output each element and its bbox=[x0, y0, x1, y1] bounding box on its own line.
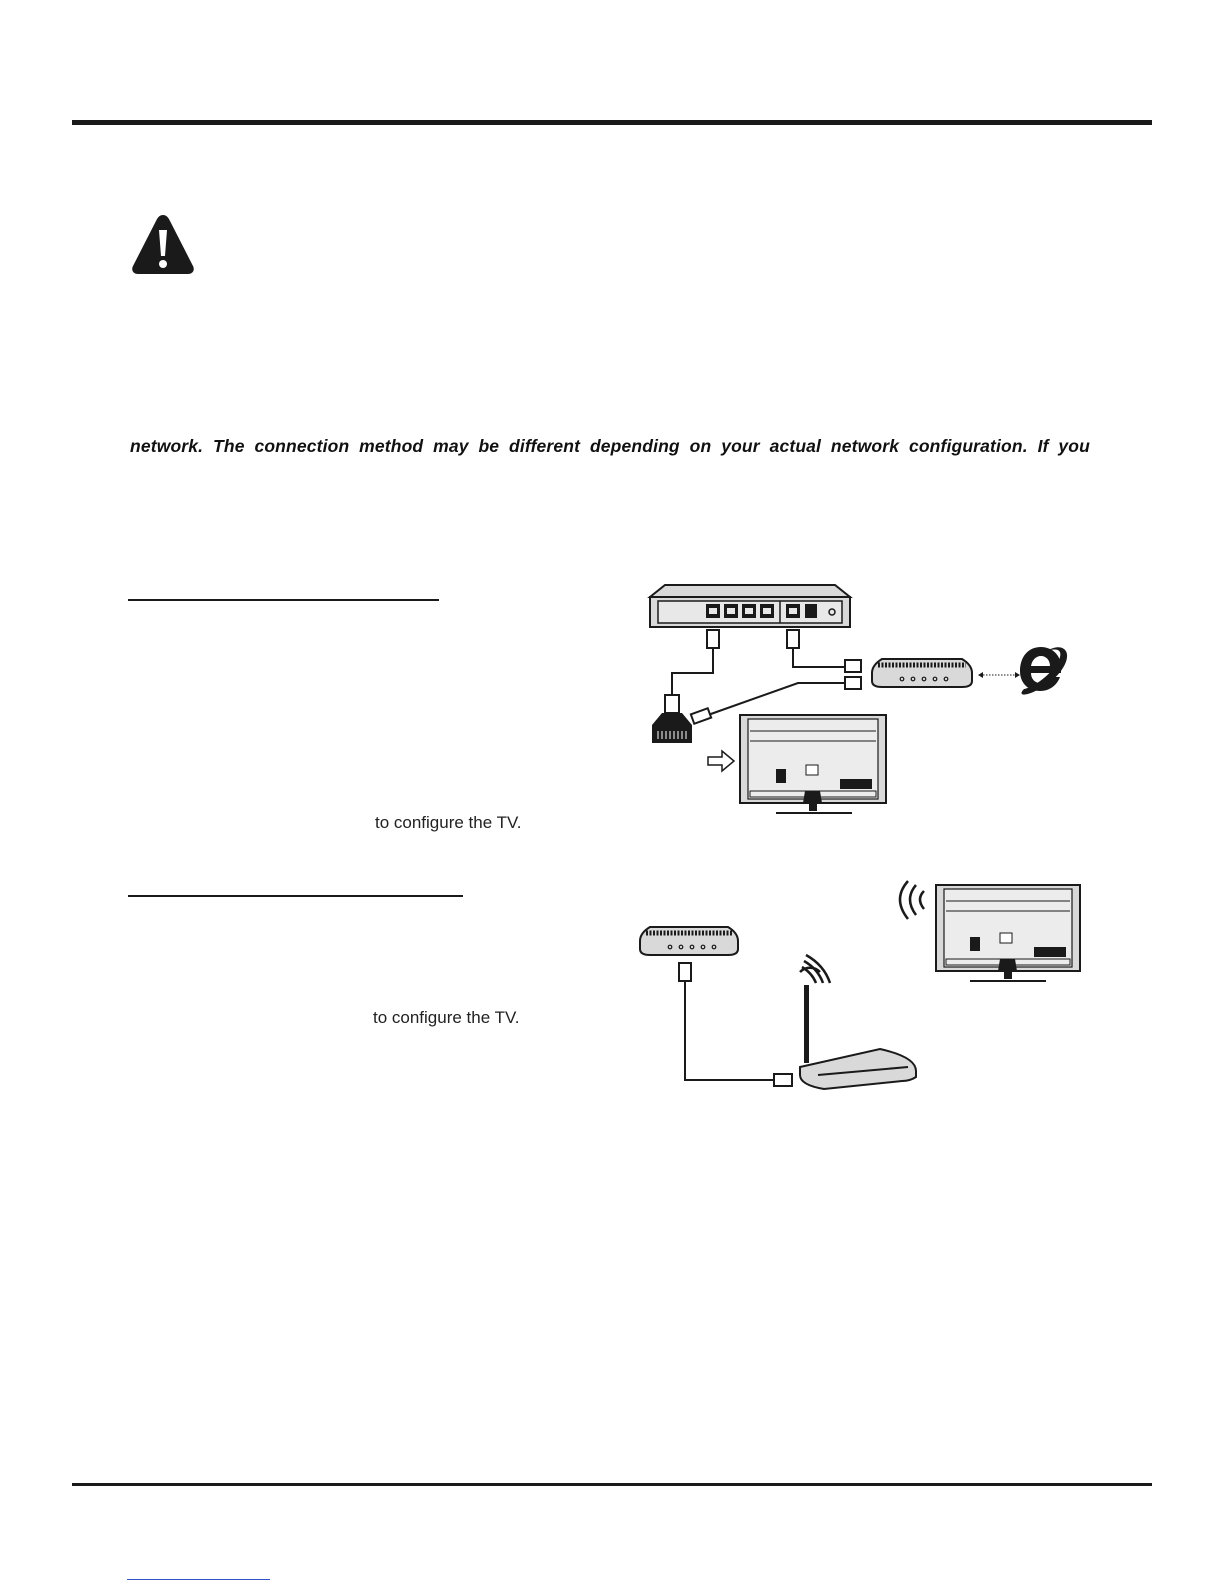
internet-explorer-icon bbox=[1020, 647, 1067, 695]
wireless-connection-diagram bbox=[640, 885, 1095, 1100]
header-rule bbox=[72, 120, 1152, 125]
wifi-waves-icon bbox=[900, 881, 924, 919]
warning-triangle-icon bbox=[130, 212, 196, 278]
wired-configure-text: to configure the TV. bbox=[375, 813, 522, 832]
wireless-section-heading-underline bbox=[128, 895, 463, 897]
wireless-modem bbox=[640, 927, 738, 955]
body-text-line: network. The connection method may be different depending on your actual network configuration. If you bbox=[130, 436, 1090, 456]
ethernet-wall-socket bbox=[652, 713, 692, 743]
footer-rule bbox=[72, 1483, 1152, 1486]
modem bbox=[872, 659, 972, 687]
wireless-router bbox=[800, 955, 916, 1089]
network-switch bbox=[650, 585, 850, 627]
wired-section-heading-underline bbox=[128, 599, 439, 601]
tv-back-wireless bbox=[936, 885, 1080, 981]
wireless-configure-text: to configure the TV. bbox=[373, 1008, 520, 1027]
tv-back-wired bbox=[740, 715, 886, 813]
footer-link-underline[interactable] bbox=[127, 1579, 270, 1580]
wired-connection-diagram bbox=[640, 585, 1090, 830]
